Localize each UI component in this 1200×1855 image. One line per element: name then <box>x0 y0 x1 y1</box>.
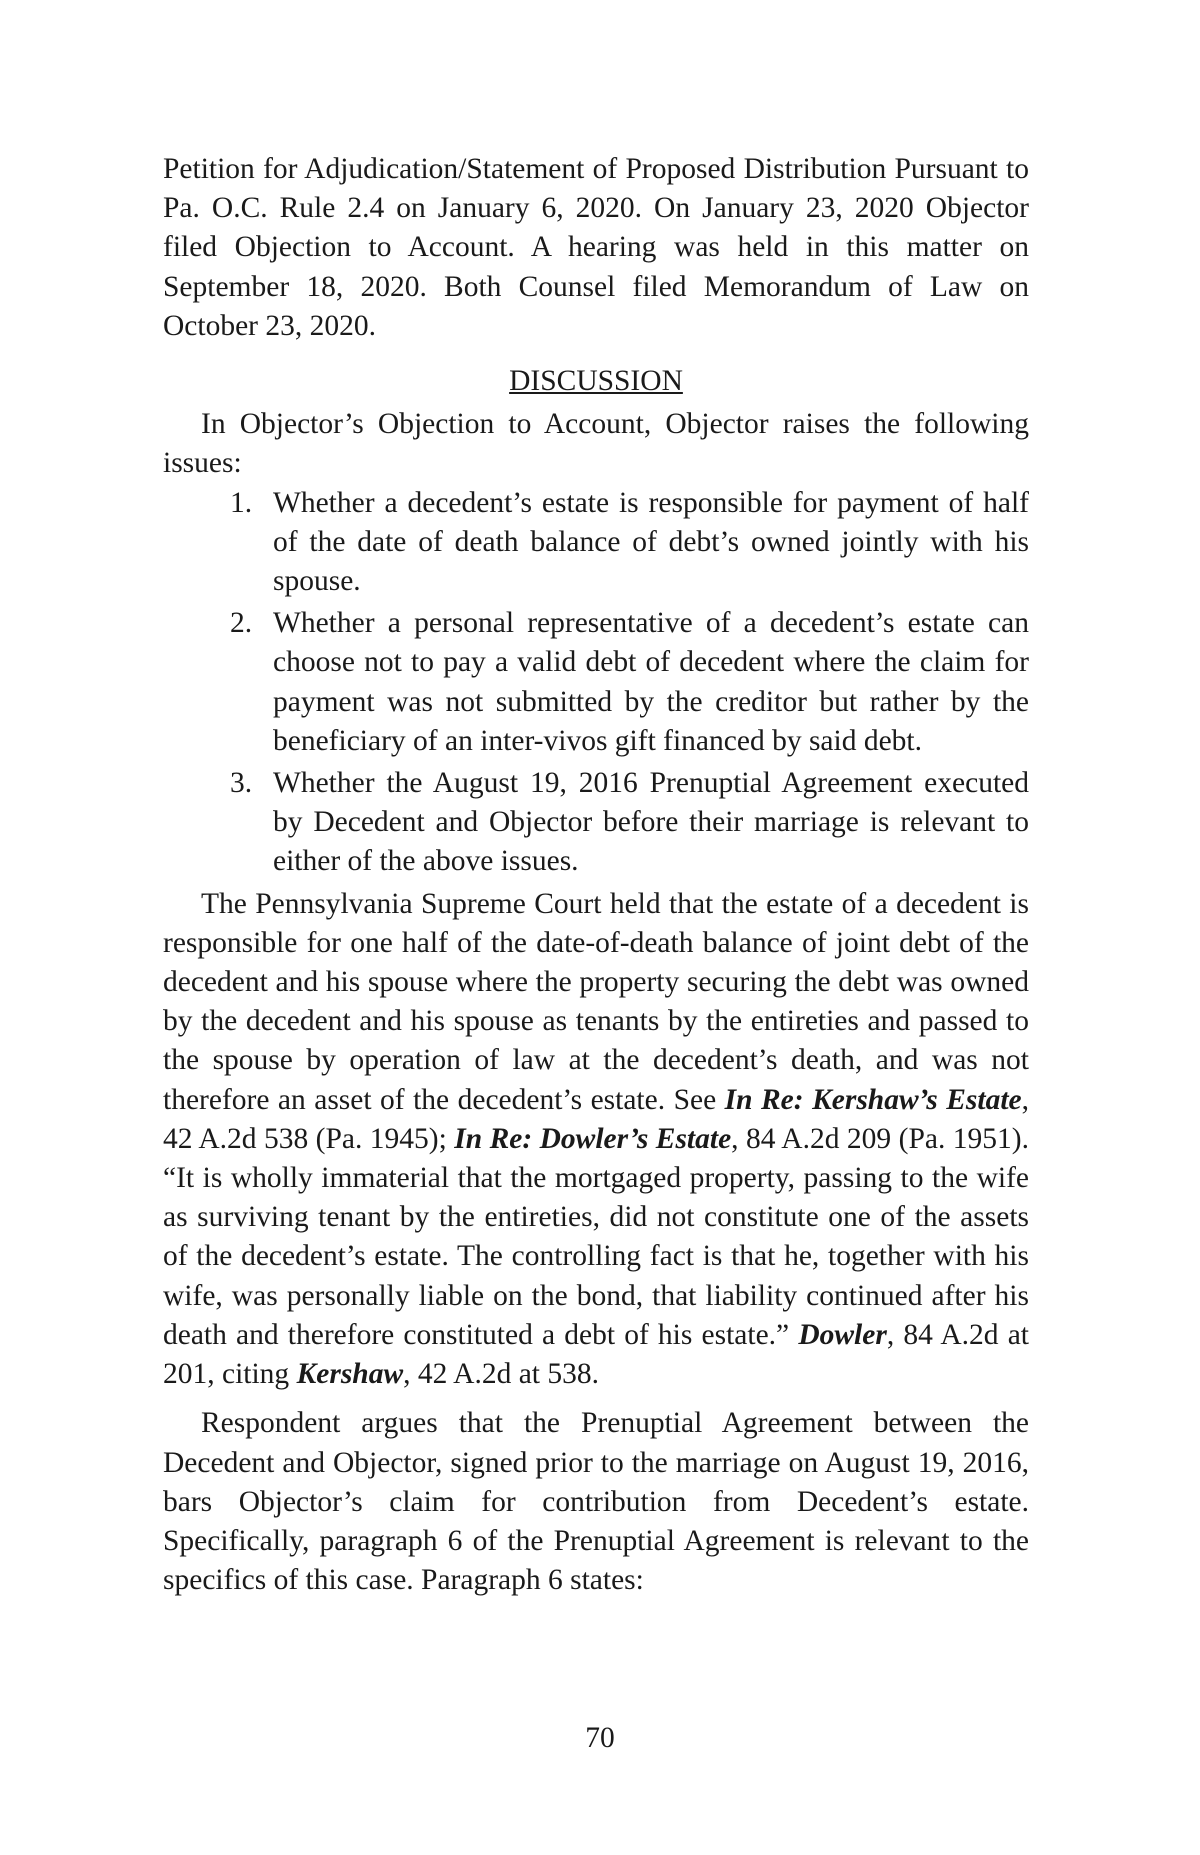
discussion-lead-paragraph: In Objector’s Objection to Account, Objector raises the following issues: <box>163 408 1029 480</box>
page-number: 70 <box>585 1722 615 1754</box>
issue-number: 2. <box>230 607 253 640</box>
issue-item <box>230 764 1029 882</box>
issues-list <box>163 484 1029 882</box>
case-citation: In Re: Kershaw’s Estate <box>724 1083 1022 1116</box>
paragraph-text: , 42 A.2d at 538. <box>403 1358 599 1391</box>
issue-number: 3. <box>230 767 253 800</box>
case-citation: In Re: Dowler’s Estate <box>454 1122 732 1155</box>
paragraph-text: , 42 A.2d 538 (Pa. 1945); <box>163 1083 1029 1155</box>
case-citation: Kershaw <box>296 1358 404 1391</box>
issue-number: 1. <box>230 486 253 519</box>
issue-text: Whether the August 19, 2016 Prenuptial Agreement executed by Decedent and Objector before their marriage is relevant to either of the above issues. <box>273 767 1029 878</box>
case-citation: Dowler <box>798 1318 887 1351</box>
supreme-court-paragraph <box>163 885 1029 1395</box>
paragraph-text: The Pennsylvania Supreme Court held that the estate of a decedent is responsible for one half of the date-of-death balance of joint debt of the decedent and his spouse where the property securing the debt was owned by the decedent and his spouse as tenants by the entireties and passed to the spouse by operation of law at the decedent’s death, and was not therefore an asset of the decedent’s estate. See <box>163 887 1029 1116</box>
issue-text: Whether a personal representative of a decedent’s estate can choose not to pay a valid debt of decedent where the claim for payment was not submitted by the creditor but rather by the beneficiary of an inter-vivos gift financed by said debt. <box>273 607 1029 757</box>
intro-paragraph: Petition for Adjudication/Statement of Proposed Distribution Pursuant to Pa. O.C. Rule 2.4 on January 6, 2020. On January 23, 2020 Objector filed Objection to Account. A hearing was held in this matter on September 18, 2020. Both Counsel filed Memorandum of Law on October 23, 2020. <box>163 153 1029 342</box>
paragraph-text: , 84 A.2d 209 (Pa. 1951). “It is wholly immaterial that the mortgaged property, passing to the wife as surviving tenant by the entireties, did not constitute one of the assets of the decedent’s estate. The controlling fact is that he, together with his wife, was personally liable on the bond, that liability continued after his death and therefore constituted a debt of his estate.” <box>163 1122 1029 1351</box>
paragraph-text: , 84 A.2d at 201, citing <box>163 1318 1030 1391</box>
issue-item <box>230 484 1029 602</box>
discussion-heading: DISCUSSION <box>509 365 683 398</box>
respondent-paragraph: Respondent argues that the Prenuptial Agreement between the Decedent and Objector, signed prior to the marriage on August 19, 2016, bars Objector’s claim for contribution from Decedent’s estate. Specifically, paragraph 6 of the Prenuptial Agreement is relevant to the specifics of this case. Paragraph 6 states: <box>163 1407 1029 1597</box>
issue-item <box>230 604 1029 761</box>
issue-text: Whether a decedent’s estate is responsible for payment of half of the date of death balance of debt’s owned jointly with his spouse. <box>273 486 1029 598</box>
document-page <box>163 150 1029 1600</box>
